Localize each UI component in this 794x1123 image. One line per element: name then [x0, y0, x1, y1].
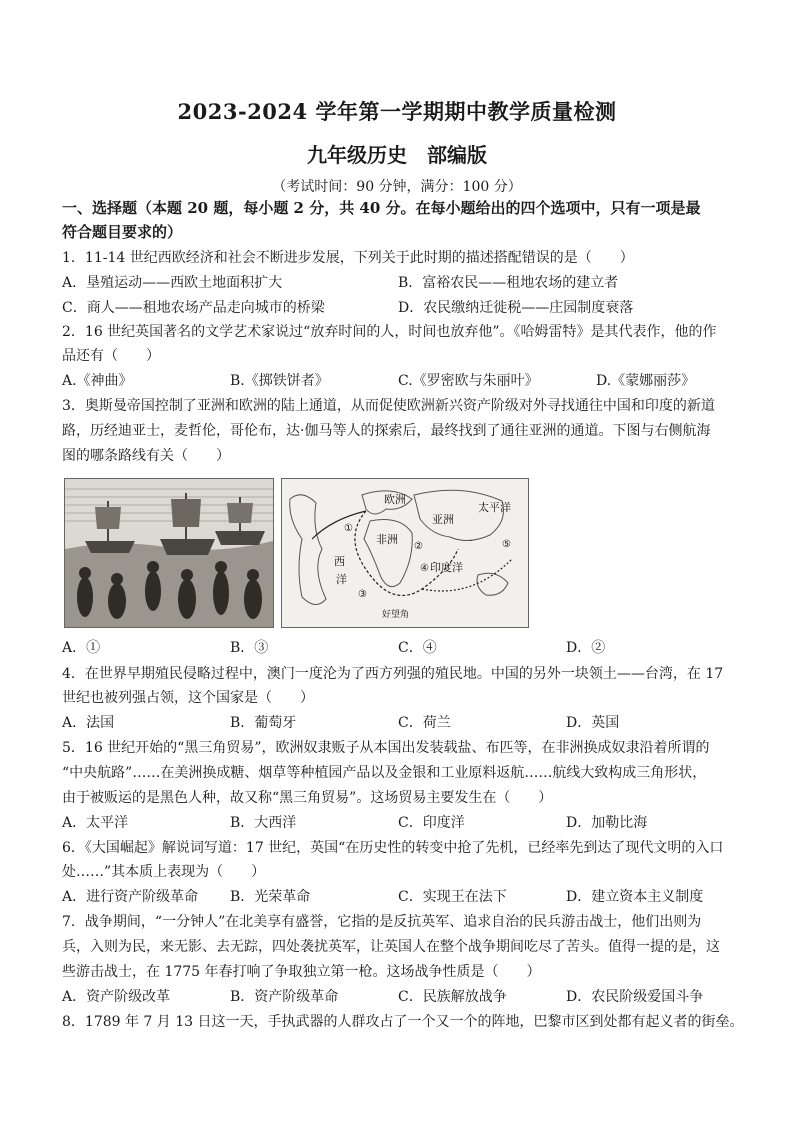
- q4-option-d: D．英国: [566, 715, 620, 731]
- question-2-stem-cont: 品还有（ ）: [62, 348, 160, 364]
- q4-option-b: B．葡萄牙: [230, 715, 297, 731]
- q6-option-c: C．实现王在法下: [398, 889, 507, 905]
- q7-option-a: A．资产阶级改革: [62, 989, 171, 1005]
- question-6-stem-cont: 处……”其本质上表现为（ ）: [62, 864, 266, 880]
- question-8-stem: 8．1789 年 7 月 13 日这一天，手执武器的人群攻占了一个又一个的阵地，巴黎市区到处都有起义者的街垒。: [62, 1014, 744, 1030]
- question-7-stem-cont: 兵，入则为民，来无影、去无踪，四处袭扰英军，让英国人在整个战争期间吃尽了苦头。值得一提的是，这: [62, 939, 720, 955]
- route-marker-3: ③: [358, 589, 367, 600]
- voyage-route-map: [281, 478, 529, 628]
- q5-option-b: B．大西洋: [230, 815, 297, 831]
- map-label-west: 西: [334, 556, 345, 568]
- q1-option-b: B．富裕农民——租地农场的建立者: [398, 275, 619, 291]
- map-label-ocean: 洋: [336, 574, 347, 586]
- page-subtitle: 九年级历史 部编版: [307, 143, 487, 167]
- question-4-stem-cont: 世纪也被列强占领，这个国家是（ ）: [62, 690, 314, 706]
- q2-option-c: C.《罗密欧与朱丽叶》: [398, 373, 539, 389]
- q6-option-b: B．光荣革命: [230, 889, 311, 905]
- q6-option-d: D．建立资本主义制度: [566, 889, 704, 905]
- q5-option-c: C．印度洋: [398, 815, 465, 831]
- section-heading: 一、选择题（本题 20 题，每小题 2 分，共 40 分。在每小题给出的四个选项中，只有一项是最: [62, 199, 701, 217]
- q7-option-b: B．资产阶级革命: [230, 989, 339, 1005]
- map-label-asia: 亚洲: [432, 514, 454, 526]
- question-5-stem: 5．16 世纪开始的“黑三角贸易”，欧洲奴隶贩子从本国出发装载盐、布匹等，在非洲换成奴隶沿着所谓的: [62, 740, 710, 756]
- route-marker-1: ①: [344, 523, 353, 534]
- route-marker-4: ④: [420, 563, 429, 574]
- q5-option-d: D．加勒比海: [566, 815, 648, 831]
- q3-option-b: B．③: [230, 640, 269, 656]
- exam-info: （考试时间：90 分钟，满分：100 分）: [272, 179, 522, 195]
- q7-option-d: D．农民阶级爱国斗争: [566, 989, 704, 1005]
- question-3-stem-end: 图的哪条路线有关（ ）: [62, 448, 230, 464]
- route-marker-2: ②: [414, 541, 423, 552]
- question-5-stem-cont: “中央航路”……在美洲换成糖、烟草等种植园产品以及金银和工业原料返航……航线大致构成三角形状，: [62, 765, 707, 781]
- q2-option-a: A.《神曲》: [62, 373, 133, 389]
- route-marker-5: ⑤: [502, 539, 511, 550]
- map-label-africa: 非洲: [376, 534, 398, 546]
- q3-option-a: A．①: [62, 640, 101, 656]
- ships-engraving-image: [64, 478, 274, 628]
- q3-option-d: D．②: [566, 640, 606, 656]
- map-label-europe: 欧洲: [384, 494, 406, 506]
- q7-option-c: C．民族解放战争: [398, 989, 507, 1005]
- question-3-stem-cont: 路，历经迪亚士，麦哲伦，哥伦布，达·伽马等人的探索后，最终找到了通往亚洲的通道。下图与右侧航海: [62, 423, 711, 439]
- q2-option-d: D.《蒙娜丽莎》: [596, 373, 696, 389]
- question-6-stem: 6．《大国崛起》解说词写道：17 世纪，英国“在历史性的转变中抢了先机，已经率先到达了现代文明的入口: [62, 840, 724, 856]
- q6-option-a: A．进行资产阶级革命: [62, 889, 199, 905]
- map-label-cape: 好望角: [382, 609, 410, 619]
- question-2-stem: 2．16 世纪英国著名的文学艺术家说过“放弃时间的人，时间也放弃他”。《哈姆雷特》是其代表作，他的作: [62, 324, 717, 340]
- section-heading-cont: 符合题目要求的）: [62, 223, 183, 241]
- question-5-stem-end: 由于被贩运的是黑色人种，故又称“黑三角贸易”。这场贸易主要发生在（ ）: [62, 790, 553, 806]
- question-3-stem: 3．奥斯曼帝国控制了亚洲和欧洲的陆上通道，从而促使欧洲新兴资产阶级对外寻找通往中国和印度的新道: [62, 398, 715, 414]
- q4-option-c: C．荷兰: [398, 715, 451, 731]
- map-label-pacific: 太平洋: [478, 502, 511, 514]
- q5-option-a: A．太平洋: [62, 815, 129, 831]
- q4-option-a: A．法国: [62, 715, 115, 731]
- question-1-stem: 1．11-14 世纪西欧经济和社会不断进步发展，下列关于此时期的描述搭配错误的是（ ）: [62, 250, 634, 266]
- q1-option-a: A．垦殖运动——西欧土地面积扩大: [62, 275, 283, 291]
- q2-option-b: B.《掷铁饼者》: [230, 373, 329, 389]
- q3-option-c: C．④: [398, 640, 437, 656]
- question-7-stem: 7．战争期间，“一分钟人”在北美享有盛誉，它指的是反抗英军、追求自治的民兵游击战士，他们出则为: [62, 914, 702, 930]
- q1-option-c: C．商人——租地农场产品走向城市的桥梁: [62, 300, 325, 316]
- map-label-indian-ocean: 印度洋: [430, 562, 463, 574]
- q1-option-d: D．农民缴纳迁徙税——庄园制度衰落: [398, 300, 634, 316]
- question-7-stem-end: 些游击战士，在 1775 年春打响了争取独立第一枪。这场战争性质是（ ）: [62, 964, 541, 980]
- page-title: 2023-2024 学年第一学期期中教学质量检测: [177, 99, 617, 124]
- question-4-stem: 4．在世界早期殖民侵略过程中，澳门一度沦为了西方列强的殖民地。中国的另外一块领土——台湾，在 17: [62, 666, 724, 682]
